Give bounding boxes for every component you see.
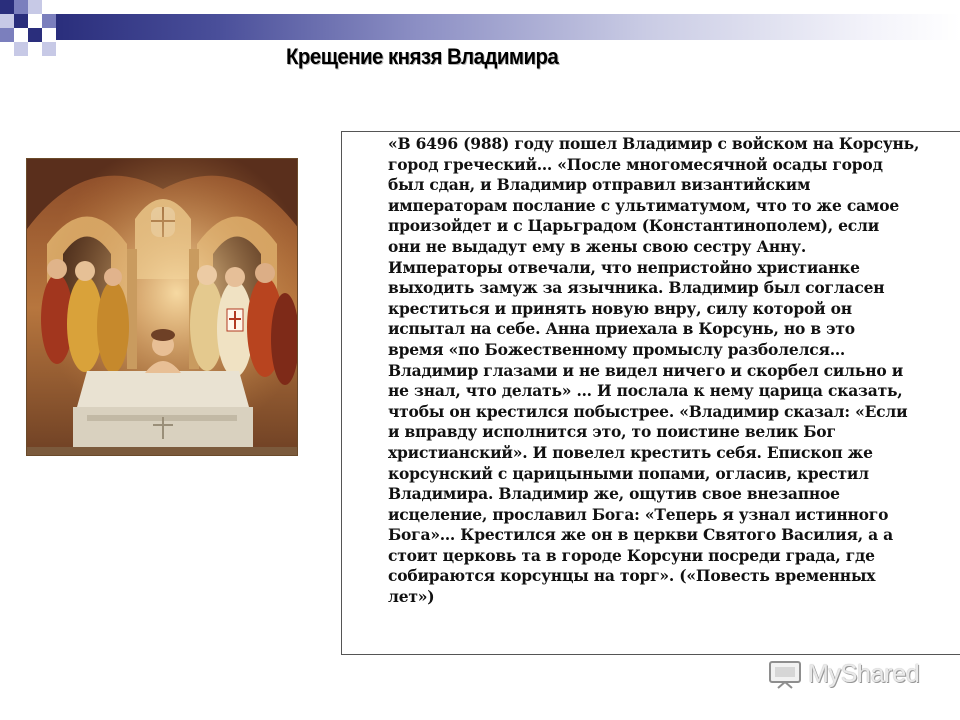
baptism-painting bbox=[26, 158, 298, 456]
decor-square-5 bbox=[14, 14, 28, 28]
slide-title: Крещение князя Владимира bbox=[286, 44, 559, 69]
watermark bbox=[768, 656, 920, 692]
decor-square-3 bbox=[28, 0, 42, 14]
chronicle-quote: «В 6496 (988) году пошел Владимир с войском на Корсунь, город греческий… «После многомесячной осады город был сдан, и Владимир отправил византийским императорам послание с ультиматумом, что то же самое произойдет и с Царьградом (Константинополем), если они не выдадут ему в жены свою сестру Анну. Императоры отвечали, что непристойно христианке выходить замуж за язычника. Владимир был согласен креститься и принять новую внру, силу которой он испытал на себе. Анна приехала в Корсунь, но в это время «по Божественному промыслу разболелся… Владимир глазами и не видел ничего и скорбел сильно и не знал, что делать» … И послала к нему царица сказать, чтобы он крестился побыстрее. «Владимир сказал: «Если и вправду исполнится это, то поистине велик Бог христианский». И повелел крестить себя. Епископ же корсунский с царицыными попами, огласив, крестил Владимира. Владимир же, ощутив свое внезапное исцеление, прославил Бога: «Теперь я узнал истинного Бога»… Крестился же он в церкви Святого Василия, а а стоит церковь та в городе Корсуни посреди града, где собираются корсунцы на торг». («Повесть временных лет») bbox=[388, 134, 920, 607]
decor-square-7 bbox=[0, 28, 14, 42]
header-gradient-bar bbox=[56, 14, 960, 40]
watermark-text: MyShared bbox=[808, 659, 920, 688]
decor-square-9 bbox=[14, 42, 28, 56]
baptism-painting-image bbox=[27, 159, 298, 456]
decor-square-4 bbox=[0, 14, 14, 28]
projector-screen-icon bbox=[768, 659, 802, 689]
decor-square-8 bbox=[28, 28, 42, 42]
decor-square-6 bbox=[42, 14, 56, 28]
decor-square-2 bbox=[14, 0, 28, 14]
decor-square-1 bbox=[0, 0, 14, 14]
decor-square-10 bbox=[42, 42, 56, 56]
